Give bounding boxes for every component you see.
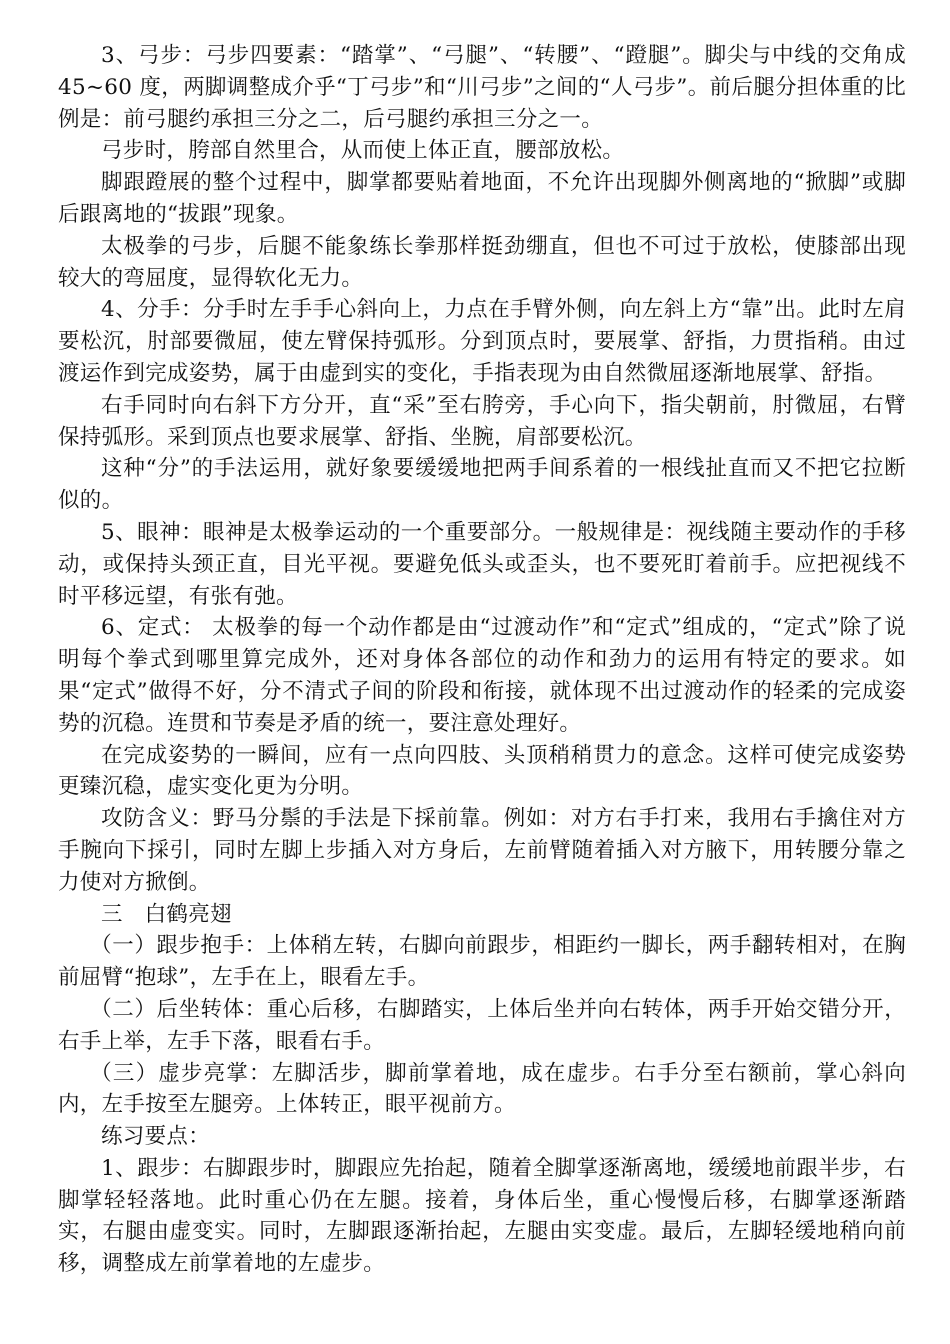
paragraph-separate-metaphor: 这种“分”的手法运用，就好象要缓缓地把两手间系着的一根线扯直而又不把它拉断似的。 — [58, 456, 906, 514]
section-heading-white-crane: 三 白鹤亮翅 — [101, 901, 232, 927]
paragraph-follow-step: 1、跟步：右脚跟步时，脚跟应先抬起，随着全脚掌逐渐离地，缓缓地前跟半步，右脚掌轻轻落地。此时重心仍在左腿。接着，身体后坐，重心慢慢后移，右脚掌逐渐踏实，右腿由虚变实。同时，左脚跟逐渐抬起，左腿由实变虚。最后，左脚轻缓地稍向前移，调整成左前掌着地的左虚步。 — [58, 1155, 906, 1277]
paragraph-right-hand: 右手同时向右斜下方分开，直“采”至右胯旁，手心向下，指尖朝前，肘微屈，右臂保持弧形。采到顶点也要求展掌、舒指、坐腕，肩部要松沉。 — [58, 392, 906, 450]
paragraph-fixed-form: 6、定式： 太极拳的每一个动作都是由“过渡动作”和“定式”组成的，“定式”除了说明每个拳式到哪里算完成外，还对身体各部位的动作和劲力的运用有特定的要求。如果“定式”做得不好，分不清式子间的阶段和衔接，就体现不出过渡动作的轻柔的完成姿势的沉稳。连贯和节奏是矛盾的统一，要注意处理好。 — [58, 615, 906, 736]
paragraph-eyes: 5、眼神：眼神是太极拳运动的一个重要部分。一般规律是：视线随主要动作的手移动，或保持头颈正直，目光平视。要避免低头或歪头，也不要死盯着前手。应把视线不时平移远望，有张有弛。 — [58, 519, 906, 609]
practice-points-heading: 练习要点： — [101, 1124, 211, 1150]
paragraph-bow-stance: 3、弓步：弓步四要素：“踏掌”、“弓腿”、“转腰”、“蹬腿”。脚尖与中线的交角成 45~60 度，两脚调整成介乎“丁弓步”和“川弓步”之间的“人弓步”。前后腿分担体重的比例是：前弓腿约承担三分之二，后弓腿约承担三分之一。 — [58, 43, 906, 132]
paragraph-martial-meaning: 攻防含义：野马分鬃的手法是下採前靠。例如：对方右手打来，我用右手擒住对方手腕向下採引，同时左脚上步插入对方身后，左前臂随着插入对方腋下，用转腰分靠之力使对方掀倒。 — [58, 806, 906, 895]
paragraph-back-leg: 太极拳的弓步，后腿不能象练长拳那样挺劲绷直，但也不可过于放松，使膝部出现较大的弯屈度，显得软化无力。 — [58, 233, 906, 291]
paragraph-step-one: （一）跟步抱手：上体稍左转，右脚向前跟步，相距约一脚长，两手翻转相对，在胸前屈臂“抱球”，左手在上，眼看左手。 — [58, 933, 906, 991]
paragraph-step-two: （二）后坐转体：重心后移，右脚踏实，上体后坐并向右转体，两手开始交错分开，右手上举，左手下落，眼看右手。 — [58, 996, 906, 1054]
paragraph-step-three: （三）虚步亮掌：左脚活步，脚前掌着地，成在虚步。右手分至右额前，掌心斜向内，左手按至左腿旁。上体转正，眼平视前方。 — [58, 1060, 906, 1118]
paragraph-separate-hands: 4、分手：分手时左手手心斜向上，力点在手臂外侧，向左斜上方“靠”出。此时左肩要松沉，肘部要微屈，使左臂保持弧形。分到顶点时，要展掌、舒指，力贯指稍。由过渡运作到完成姿势，属于由虚到实的变化，手指表现为由自然微屈逐渐地展掌、舒指。 — [58, 297, 906, 386]
paragraph-hip: 弓步时，胯部自然里合，从而使上体正直，腰部放松。 — [101, 138, 625, 164]
paragraph-heel-push: 脚跟蹬展的整个过程中，脚掌都要贴着地面，不允许出现脚外侧离地的“掀脚”或脚后跟离地的“拔跟”现象。 — [58, 170, 906, 227]
paragraph-completion: 在完成姿势的一瞬间，应有一点向四肢、头顶稍稍贯力的意念。这样可使完成姿势更臻沉稳，虚实变化更为分明。 — [58, 742, 906, 800]
